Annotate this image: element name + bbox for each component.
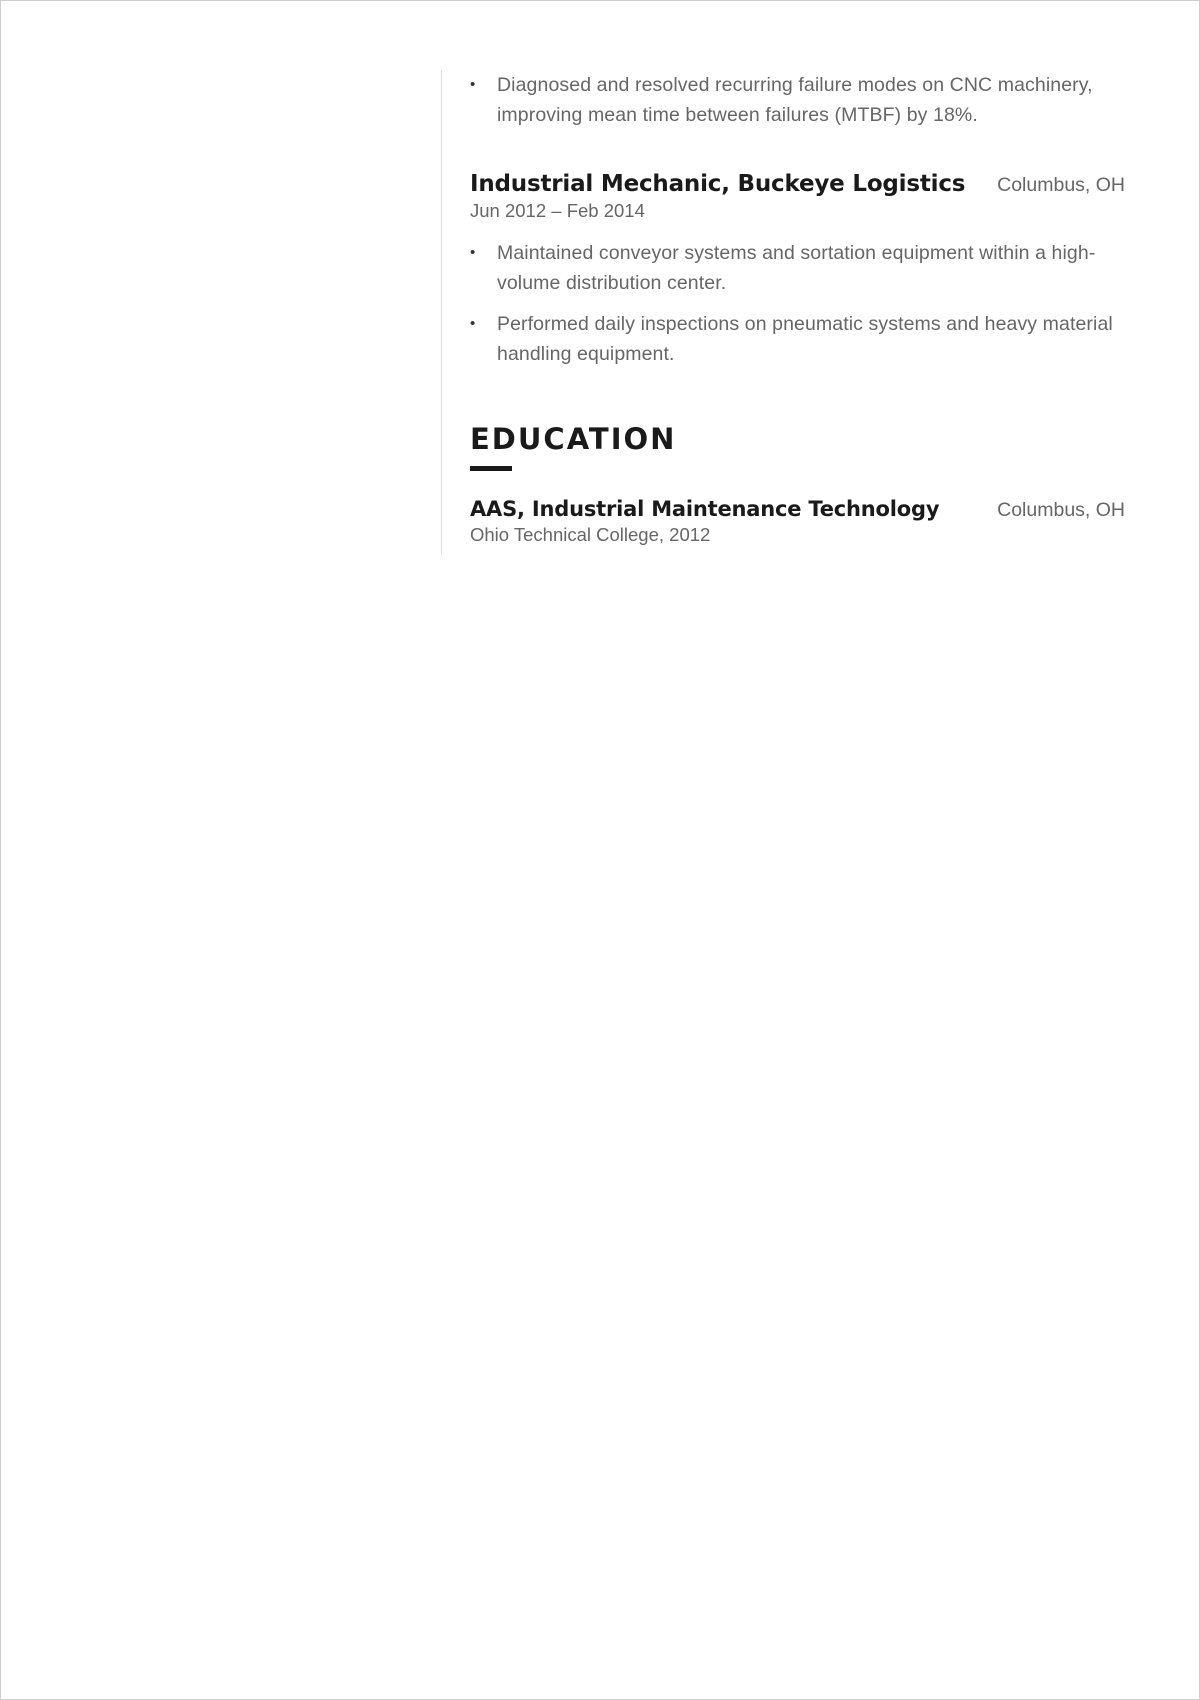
job-title: Industrial Mechanic, Buckeye Logistics xyxy=(470,171,966,197)
education-entry xyxy=(470,497,1125,546)
school-name: Ohio Technical College, 2012 xyxy=(470,524,711,545)
education-header xyxy=(470,497,1125,522)
job-bullet: • Performed daily inspections on pneumatic systems and heavy material handling equipment. xyxy=(470,309,1125,369)
education-location: Columbus, OH xyxy=(997,499,1125,521)
job-location: Columbus, OH xyxy=(997,174,1125,196)
education-heading: EDUCATION xyxy=(470,422,677,456)
job-header xyxy=(470,171,1125,197)
experience-bullet-list xyxy=(470,70,1125,130)
main-column xyxy=(441,70,1124,555)
section-divider xyxy=(470,466,512,471)
job-bullet: • Maintained conveyor systems and sortation equipment within a high-volume distribution center. xyxy=(470,238,1125,298)
main-column-content xyxy=(470,70,1125,546)
experience-bullet: • Diagnosed and resolved recurring failure modes on CNC machinery, improving mean time between failures (MTBF) by 18%. xyxy=(470,70,1125,130)
job-entry xyxy=(470,171,1125,369)
job-dates: Jun 2012 – Feb 2014 xyxy=(470,200,645,221)
degree-title: AAS, Industrial Maintenance Technology xyxy=(470,497,940,521)
job-bullet-list xyxy=(470,238,1125,369)
